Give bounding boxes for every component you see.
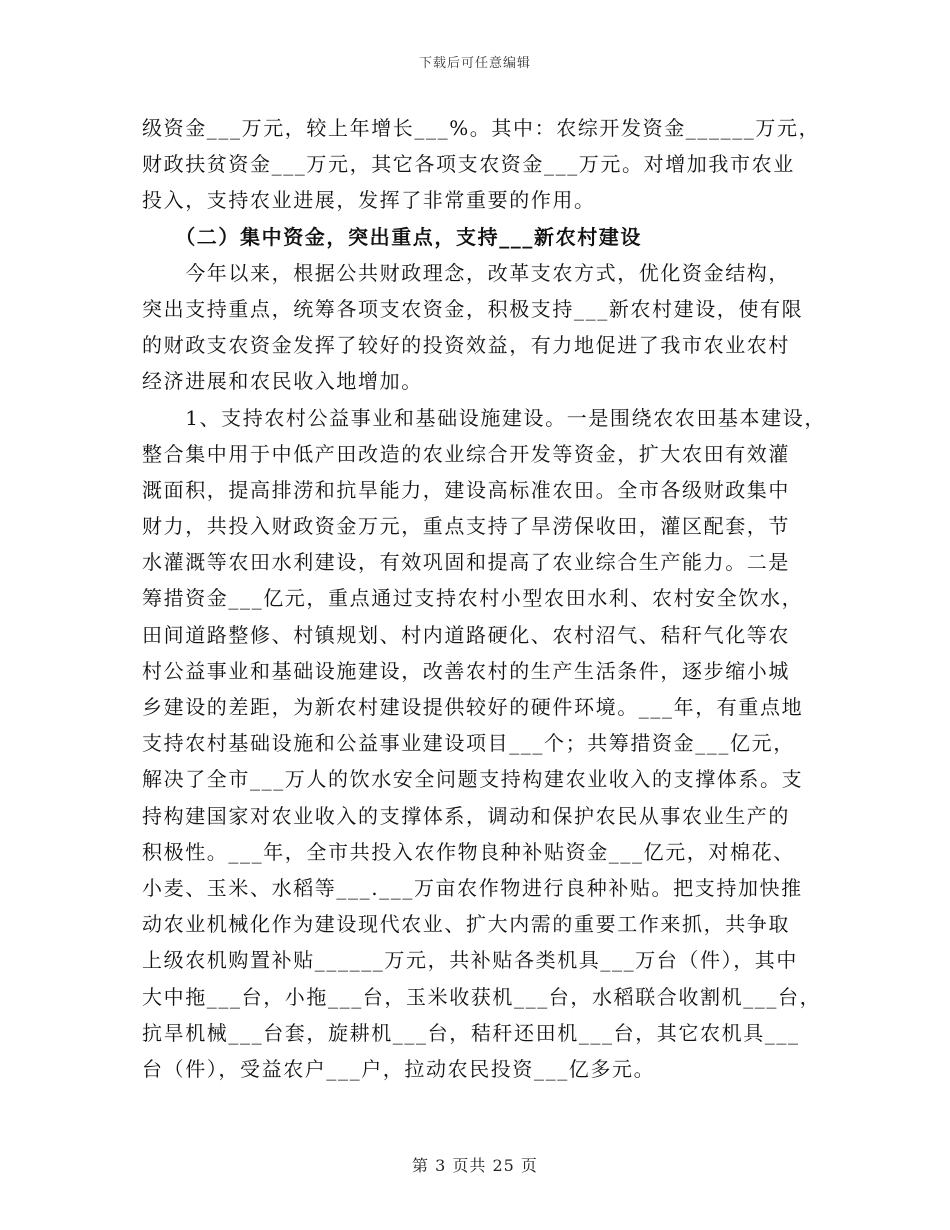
body-line: 支持农村基础设施和公益事业建设项目___个；共筹措资金___亿元， [142, 731, 795, 756]
body-line: 投入，支持农业进展，发挥了非常重要的作用。 [142, 188, 596, 213]
body-line: 今年以来，根据公共财政理念，改革支农方式，优化资金结构， [142, 260, 790, 285]
section-heading: （二）集中资金，突出重点，支持___新农村建设 [142, 224, 642, 249]
body-line: 抗旱机械___台套，旋耕机___台，秸秆还田机___台，其它农机具___ [142, 1020, 800, 1045]
body-line: 村公益事业和基础设施建设，改善农村的生产生活条件，逐步缩小城 [142, 658, 790, 683]
body-line: 田间道路整修、村镇规划、村内道路硬化、农村沼气、秸秆气化等农 [142, 622, 790, 647]
body-line: 小麦、玉米、水稻等___.___万亩农作物进行良种补贴。把支持加快推 [142, 875, 803, 900]
body-line: 台（件），受益农户___户，拉动农民投资___亿多元。 [142, 1056, 656, 1081]
body-line: 解决了全市___万人的饮水安全问题支持构建农业收入的支撑体系。支 [142, 767, 804, 792]
document-body [142, 110, 826, 1087]
page-footer: 第 3 页共 25 页 [412, 1156, 538, 1175]
body-line: 上级农机购置补贴______万元，共补贴各类机具___万台（件），其中 [142, 948, 798, 973]
body-line: 财政扶贫资金___万元，其它各项支农资金___万元。对增加我市农业 [142, 152, 795, 177]
body-line: 动农业机械化作为建设现代农业、扩大内需的重要工作来抓，共争取 [142, 912, 790, 937]
body-line: 突出支持重点，统筹各项支农资金，积极支持___新农村建设，使有限 [142, 296, 804, 321]
body-line: 积极性。___年，全市共投入农作物良种补贴资金___亿元，对棉花、 [142, 839, 795, 864]
body-line: 持构建国家对农业收入的支撑体系，调动和保护农民从事农业生产的 [142, 803, 790, 828]
page-header: 下载后可任意编辑 [418, 56, 531, 71]
body-line: 溉面积，提高排涝和抗旱能力，建设高标准农田。全市各级财政集中 [142, 477, 790, 502]
body-line: 经济进展和农民收入地增加。 [142, 369, 423, 394]
body-line: 乡建设的差距，为新农村建设提供较好的硬件环境。___年，有重点地 [142, 695, 804, 719]
body-line: 财力，共投入财政资金万元，重点支持了旱涝保收田，灌区配套，节 [142, 514, 790, 539]
body-line: 级资金___万元，较上年增长___%。其中：农综开发资金______万元， [142, 116, 821, 140]
body-line: 大中拖___台，小拖___台，玉米收获机___台，水稻联合收割机___台， [142, 984, 822, 1009]
body-line: 1、支持农村公益事业和基础设施建设。一是围绕农农田基本建设， [142, 405, 826, 430]
body-line: 水灌溉等农田水利建设，有效巩固和提高了农业综合生产能力。二是 [142, 550, 790, 575]
body-line: 筹措资金___亿元，重点通过支持农村小型农田水利、农村安全饮水， [142, 586, 804, 611]
body-line: 的财政支农资金发挥了较好的投资效益，有力地促进了我市农业农村 [142, 333, 790, 358]
body-line: 整合集中用于中低产田改造的农业综合开发等资金，扩大农田有效灌 [142, 441, 790, 466]
